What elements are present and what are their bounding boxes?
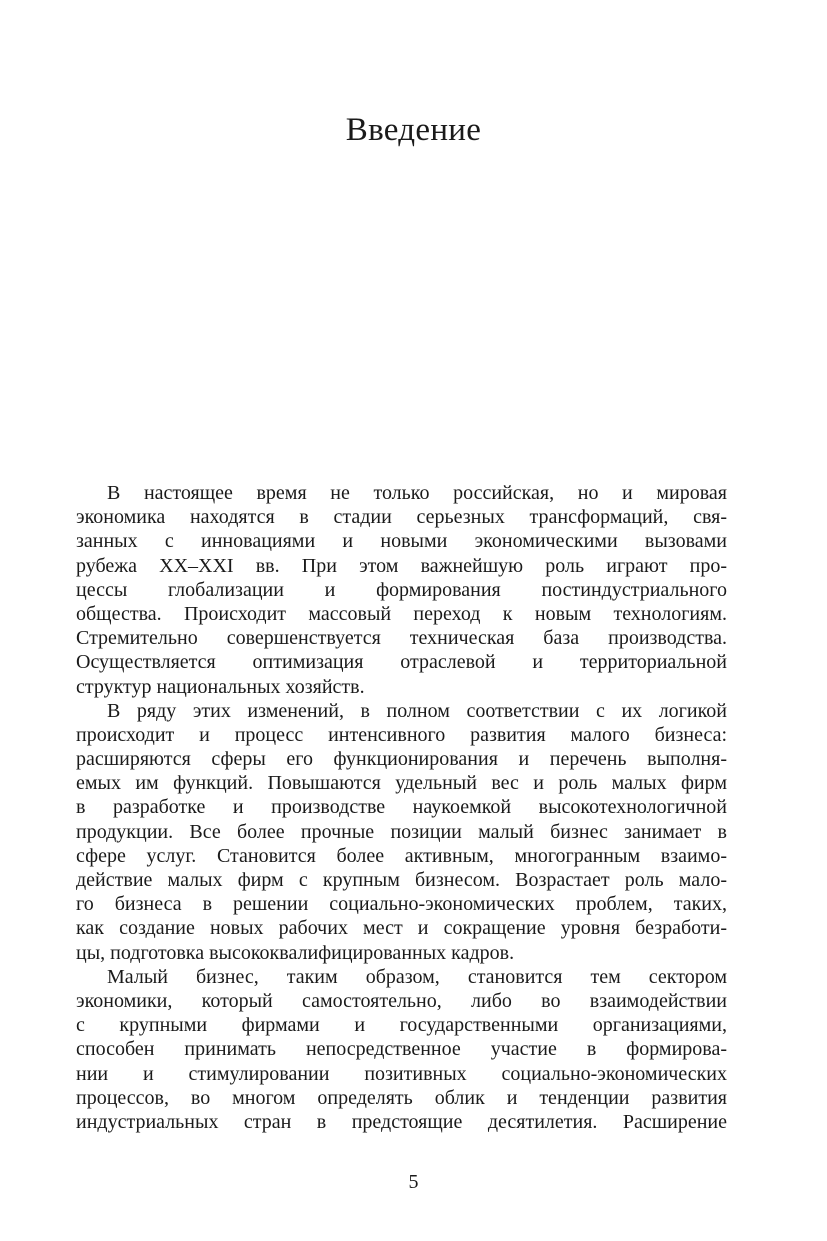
text-line: экономики, который самостоятельно, либо во взаимодействии — [76, 989, 727, 1012]
text-line: цы, подготовка высококвалифицированных кадров. — [76, 941, 515, 964]
text-line: способен принимать непосредственное участие в формирова- — [76, 1038, 727, 1061]
text-line: сфере услуг. Становится более активным, многогранным взаимо- — [76, 844, 727, 867]
text-line: цессы глобализации и формирования постиндустриального — [76, 578, 727, 601]
text-line: занных с инновациями и новыми экономическими вызовами — [76, 530, 727, 553]
text-line: структур национальных хозяйств. — [76, 675, 365, 698]
text-line: В ряду этих изменений, в полном соответствии с их логикой — [107, 699, 727, 722]
page-number: 5 — [408, 1171, 419, 1193]
text-line: действие малых фирм с крупным бизнесом. Возрастает роль мало- — [76, 869, 727, 891]
text-line: Осуществляется оптимизация отраслевой и территориальной — [76, 651, 727, 674]
text-line: общества. Происходит массовый переход к новым технологиям. — [76, 602, 727, 625]
text-line: продукции. Все более прочные позиции малый бизнес занимает в — [76, 820, 727, 843]
text-line: процессов, во многом определять облик и тенденции развития — [76, 1086, 727, 1109]
text-line: го бизнеса в решении социально-экономических проблем, таких, — [76, 893, 727, 916]
text-line: нии и стимулировании позитивных социально-экономических — [76, 1062, 727, 1085]
body-text — [76, 481, 727, 1134]
text-line: рубежа XX–XXI вв. При этом важнейшую роль играют про- — [76, 554, 727, 577]
text-line: происходит и процесс интенсивного развития малого бизнеса: — [76, 723, 727, 746]
text-line: емых им функций. Повышаются удельный вес и роль малых фирм — [76, 772, 727, 795]
text-line: как создание новых рабочих мест и сокращение уровня безработи- — [76, 917, 727, 940]
paragraph-2 — [76, 699, 727, 965]
text-line: в разработке и производстве наукоемкой высокотехнологичной — [76, 796, 727, 819]
text-line: экономика находятся в стадии серьезных трансформаций, свя- — [76, 506, 727, 529]
text-line: В настоящее время не только российская, но и мировая — [107, 482, 727, 504]
text-line: Стремительно совершенствуется техническая база производства. — [76, 627, 727, 650]
paragraph-3 — [76, 965, 727, 1134]
page-title: Введение — [345, 112, 482, 148]
text-line: Малый бизнес, таким образом, становится тем сектором — [107, 965, 727, 988]
text-line: с крупными фирмами и государственными организациями, — [76, 1014, 727, 1037]
text-line: индустриальных стран в предстоящие десятилетия. Расширение — [76, 1110, 727, 1133]
text-line: расширяются сферы его функционирования и перечень выполня- — [76, 748, 727, 771]
paragraph-1 — [76, 481, 727, 699]
